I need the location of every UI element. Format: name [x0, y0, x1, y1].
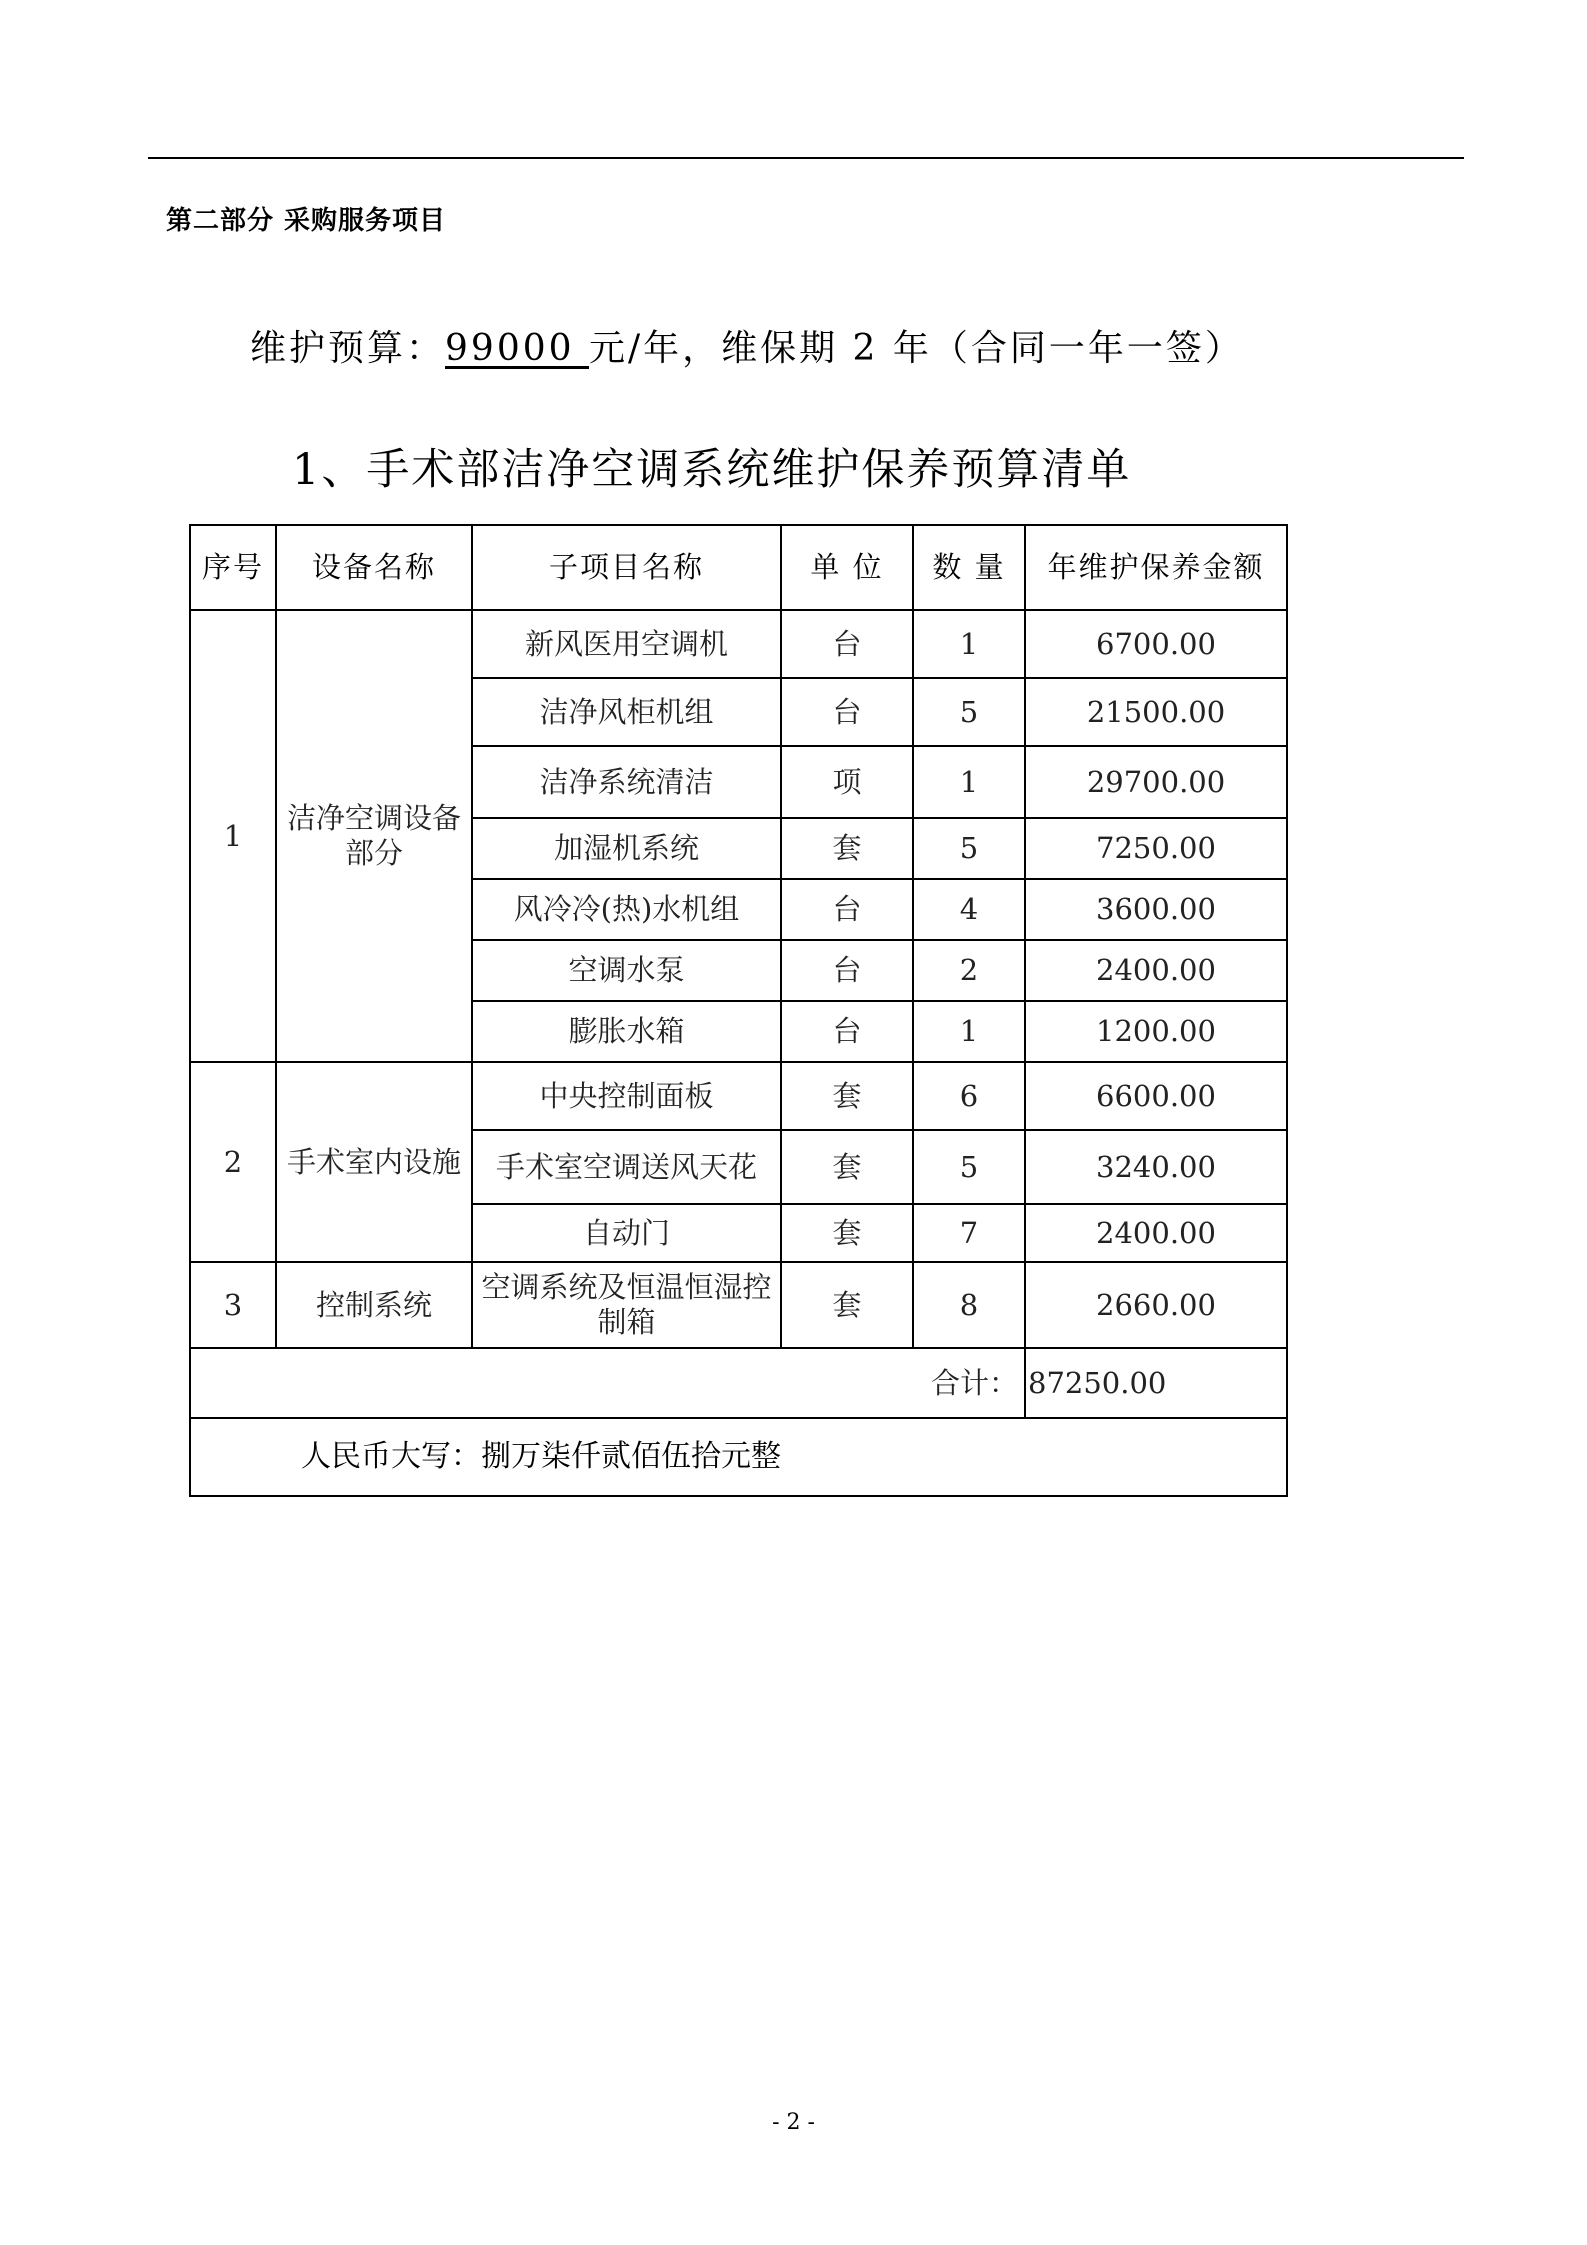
rmb-row: [190, 1418, 1287, 1496]
table-row: [190, 1262, 1287, 1348]
item-amount: 3240.00: [1025, 1130, 1287, 1204]
budget-prefix: 维护预算：: [250, 328, 446, 369]
header-cell: 数 量: [913, 525, 1025, 610]
group-no: 1: [190, 610, 276, 1062]
item-name: 自动门: [472, 1204, 781, 1262]
item-unit: 套: [781, 1130, 913, 1204]
item-qty: 5: [913, 818, 1025, 879]
item-amount: 2400.00: [1025, 1204, 1287, 1262]
page-number: - 2 -: [772, 2110, 815, 2135]
item-qty: 1: [913, 610, 1025, 678]
item-qty: 2: [913, 940, 1025, 1001]
total-value: 87250.00: [1025, 1348, 1287, 1418]
table-row: [190, 1062, 1287, 1130]
item-amount: 2400.00: [1025, 940, 1287, 1001]
header-rule: [148, 157, 1464, 159]
group-no: 2: [190, 1062, 276, 1262]
item-qty: 7: [913, 1204, 1025, 1262]
group-device: 洁净空调设备部分: [276, 610, 472, 1062]
item-qty: 5: [913, 1130, 1025, 1204]
list-title: 1、手术部洁净空调系统维护保养预算清单: [292, 445, 1132, 495]
table-header-row: [190, 525, 1287, 610]
item-name: 加湿机系统: [472, 818, 781, 879]
table-row: [190, 610, 1287, 678]
item-name: 新风医用空调机: [472, 610, 781, 678]
group-device: 控制系统: [276, 1262, 472, 1348]
item-unit: 台: [781, 879, 913, 940]
item-unit: 台: [781, 940, 913, 1001]
item-amount: 6600.00: [1025, 1062, 1287, 1130]
item-amount: 6700.00: [1025, 610, 1287, 678]
header-cell: 设备名称: [276, 525, 472, 610]
budget-amount: 99000: [445, 328, 589, 369]
group-device: 手术室内设施: [276, 1062, 472, 1262]
item-name: 膨胀水箱: [472, 1001, 781, 1062]
item-amount: 21500.00: [1025, 678, 1287, 746]
item-amount: 1200.00: [1025, 1001, 1287, 1062]
item-name: 中央控制面板: [472, 1062, 781, 1130]
item-unit: 套: [781, 1204, 913, 1262]
item-name: 风冷冷(热)水机组: [472, 879, 781, 940]
total-row: [190, 1348, 1287, 1418]
item-name: 空调水泵: [472, 940, 781, 1001]
budget-line: [250, 320, 1244, 371]
item-name: 洁净风柜机组: [472, 678, 781, 746]
item-qty: 4: [913, 879, 1025, 940]
item-name: 空调系统及恒温恒湿控制箱: [472, 1262, 781, 1348]
item-amount: 29700.00: [1025, 746, 1287, 818]
item-amount: 3600.00: [1025, 879, 1287, 940]
item-name: 洁净系统清洁: [472, 746, 781, 818]
budget-table: [189, 524, 1288, 1497]
item-qty: 6: [913, 1062, 1025, 1130]
header-cell: 子项目名称: [472, 525, 781, 610]
item-name: 手术室空调送风天花: [472, 1130, 781, 1204]
item-unit: 台: [781, 1001, 913, 1062]
item-unit: 套: [781, 1262, 913, 1348]
budget-suffix: 元/年，维保期 2 年（合同一年一签）: [588, 328, 1244, 369]
total-label: 合计：: [190, 1348, 1025, 1418]
header-cell: 序号: [190, 525, 276, 610]
item-unit: 套: [781, 1062, 913, 1130]
item-unit: 台: [781, 610, 913, 678]
item-qty: 1: [913, 1001, 1025, 1062]
item-qty: 1: [913, 746, 1025, 818]
group-no: 3: [190, 1262, 276, 1348]
part-title: 第二部分 采购服务项目: [166, 206, 447, 236]
item-unit: 套: [781, 818, 913, 879]
item-qty: 8: [913, 1262, 1025, 1348]
item-amount: 7250.00: [1025, 818, 1287, 879]
rmb-upper: 人民币大写：捌万柒仟贰佰伍拾元整: [190, 1418, 1287, 1496]
item-qty: 5: [913, 678, 1025, 746]
item-unit: 台: [781, 678, 913, 746]
item-unit: 项: [781, 746, 913, 818]
header-cell: 年维护保养金额: [1025, 525, 1287, 610]
header-cell: 单 位: [781, 525, 913, 610]
item-amount: 2660.00: [1025, 1262, 1287, 1348]
